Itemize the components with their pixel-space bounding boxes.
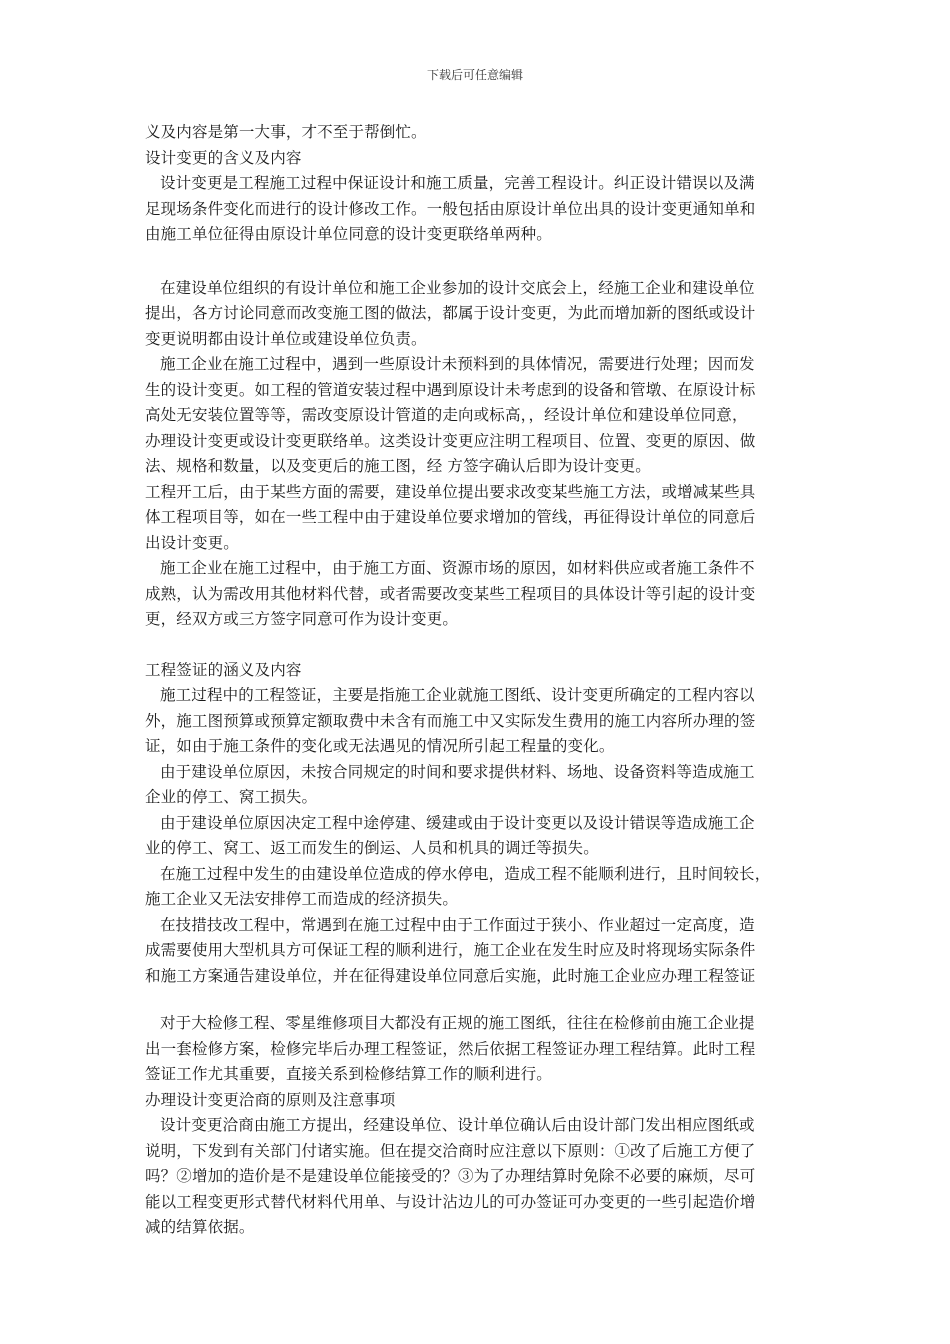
blank-line xyxy=(145,248,815,276)
text-line: 企业的停工、窝工损失。 xyxy=(145,788,318,806)
text-line: 由于建设单位原因，未按合同规定的时间和要求提供材料、场地、设备资料等造成施工 xyxy=(160,762,755,781)
text-line: 体工程项目等，如在一些工程中由于建设单位要求增加的管线，再征得设计单位的同意后 xyxy=(145,508,756,526)
paragraph xyxy=(145,120,815,146)
text-line: 提出，各方讨论同意而改变施工图的做法，都属于设计变更，为此而增加新的图纸或设计 xyxy=(145,304,756,322)
text-line: 施工企业在施工过程中，遇到一些原设计未预料到的具体情况，需要进行处理；因而发 xyxy=(160,355,755,373)
text-line: 减的结算依据。 xyxy=(145,1218,255,1236)
text-line: 在建设单位组织的有设计单位和施工企业参加的设计交底会上，经施工企业和建设单位 xyxy=(160,278,755,297)
text-line: 办理设计变更或设计变更联络单。这类设计变更应注明工程项目、位置、变更的原因、做 xyxy=(145,431,756,450)
text-line: 施工企业又无法安排停工而造成的经济损失。 xyxy=(145,890,459,908)
section-heading: 办理设计变更洽商的原则及注意事项 xyxy=(145,1090,396,1109)
text-line: 成需要使用大型机具方可保证工程的顺利进行，施工企业在发生时应及时将现场实际条件 xyxy=(145,941,756,959)
text-line: 吗？②增加的造价是不是建设单位能接受的？③为了办理结算时免除不必要的麻烦，尽可 xyxy=(145,1167,756,1185)
section-heading-change-negotiation xyxy=(145,1088,815,1114)
text-line: 更，经双方或三方签字同意可作为设计变更。 xyxy=(145,610,459,628)
text-line: 足现场条件变化而进行的设计修改工作。一般包括由原设计单位出具的设计变更通知单和 xyxy=(145,199,756,218)
text-line: 证，如由于施工条件的变化或无法遇见的情况所引起工程量的变化。 xyxy=(145,737,615,755)
text-line: 签证工作尤其重要，直接关系到检修结算工作的顺利进行。 xyxy=(145,1065,552,1083)
paragraph xyxy=(145,760,815,811)
text-line: 能以工程变更形式替代材料代用单、与设计沾边儿的可办签证可办变更的一些引起造价增 xyxy=(145,1192,756,1211)
text-line: 由施工单位征得由原设计单位同意的设计变更联络单两种。 xyxy=(145,225,552,243)
blank-line xyxy=(145,989,815,1011)
text-line: 设计变更洽商由施工方提出，经建设单位、设计单位确认后由设计部门发出相应图纸或 xyxy=(160,1116,755,1134)
text-line: 出一套检修方案，检修完毕后办理工程签证，然后依据工程签证办理工程结算。此时工程 xyxy=(145,1039,756,1058)
text-line: 和施工方案通告建设单位，并在征得建设单位同意后实施，此时施工企业应办理工程签证 xyxy=(145,966,756,985)
paragraph xyxy=(145,480,815,557)
text-line: 成熟，认为需改用其他材料代替，或者需要改变某些工程项目的具体设计等引起的设计变 xyxy=(145,584,756,603)
text-line: 说明，下发到有关部门付诸实施。但在提交洽商时应注意以下原则：①改了后施工方便了 xyxy=(145,1141,756,1160)
text-line: 业的停工、窝工、返工而发生的倒运、人员和机具的调迁等损失。 xyxy=(145,839,599,857)
paragraph xyxy=(145,811,815,862)
text-line: 在技措技改工程中，常遇到在施工过程中由于工作面过于狭小、作业超过一定高度，造 xyxy=(160,915,755,934)
paragraph xyxy=(145,276,815,353)
page-header: 下载后可任意编辑 xyxy=(426,68,523,82)
text-line: 外，施工图预算或预算定额取费中未含有而施工中又实际发生费用的施工内容所办理的签 xyxy=(145,711,756,730)
text-line: 在施工过程中发生的由建设单位造成的停水停电，造成工程不能顺利进行，且时间较长， xyxy=(160,864,771,883)
text-line: 施工企业在施工过程中，由于施工方面、资源市场的原因，如材料供应或者施工条件不 xyxy=(160,559,755,577)
section-heading-design-change xyxy=(145,146,815,172)
text-line: 生的设计变更。如工程的管道安装过程中遇到原设计未考虑到的设备和管墩、在原设计标 xyxy=(145,380,756,399)
paragraph xyxy=(145,1113,815,1241)
blank-line xyxy=(145,633,815,658)
text-line: 工程开工后，由于某些方面的需要，建设单位提出要求改变某些施工方法，或增减某些具 xyxy=(145,482,756,501)
text-line: 施工过程中的工程签证，主要是指施工企业就施工图纸、设计变更所确定的工程内容以 xyxy=(160,686,755,704)
text-line: 高处无安装位置等等，需改变原设计管道的走向或标高，，经设计单位和建设单位同意， xyxy=(145,406,748,424)
text-line: 法、规格和数量，以及变更后的施工图，经 方签字确认后即为设计变更。 xyxy=(145,457,651,475)
paragraph xyxy=(145,1011,815,1088)
paragraph xyxy=(145,683,815,760)
paragraph xyxy=(145,862,815,913)
text-line: 对于大检修工程、零星维修项目大都没有正规的施工图纸，往往在检修前由施工企业提 xyxy=(160,1014,755,1032)
paragraph xyxy=(145,913,815,990)
section-heading: 工程签证的涵义及内容 xyxy=(145,660,302,679)
document-body xyxy=(145,120,815,1241)
text-line: 出设计变更。 xyxy=(145,533,239,552)
text-line: 义及内容是第一大事，才不至于帮倒忙。 xyxy=(145,123,427,141)
text-line: 由于建设单位原因决定工程中途停建、缓建或由于设计变更以及设计错误等造成施工企 xyxy=(160,813,755,832)
paragraph xyxy=(145,171,815,248)
text-line: 设计变更是工程施工过程中保证设计和施工质量，完善工程设计。纠正设计错误以及满 xyxy=(160,174,755,192)
text-line: 变更说明都由设计单位或建设单位负责。 xyxy=(145,329,427,348)
paragraph xyxy=(145,556,815,633)
section-heading-site-visa xyxy=(145,658,815,684)
paragraph xyxy=(145,352,815,480)
section-heading: 设计变更的含义及内容 xyxy=(145,148,302,167)
